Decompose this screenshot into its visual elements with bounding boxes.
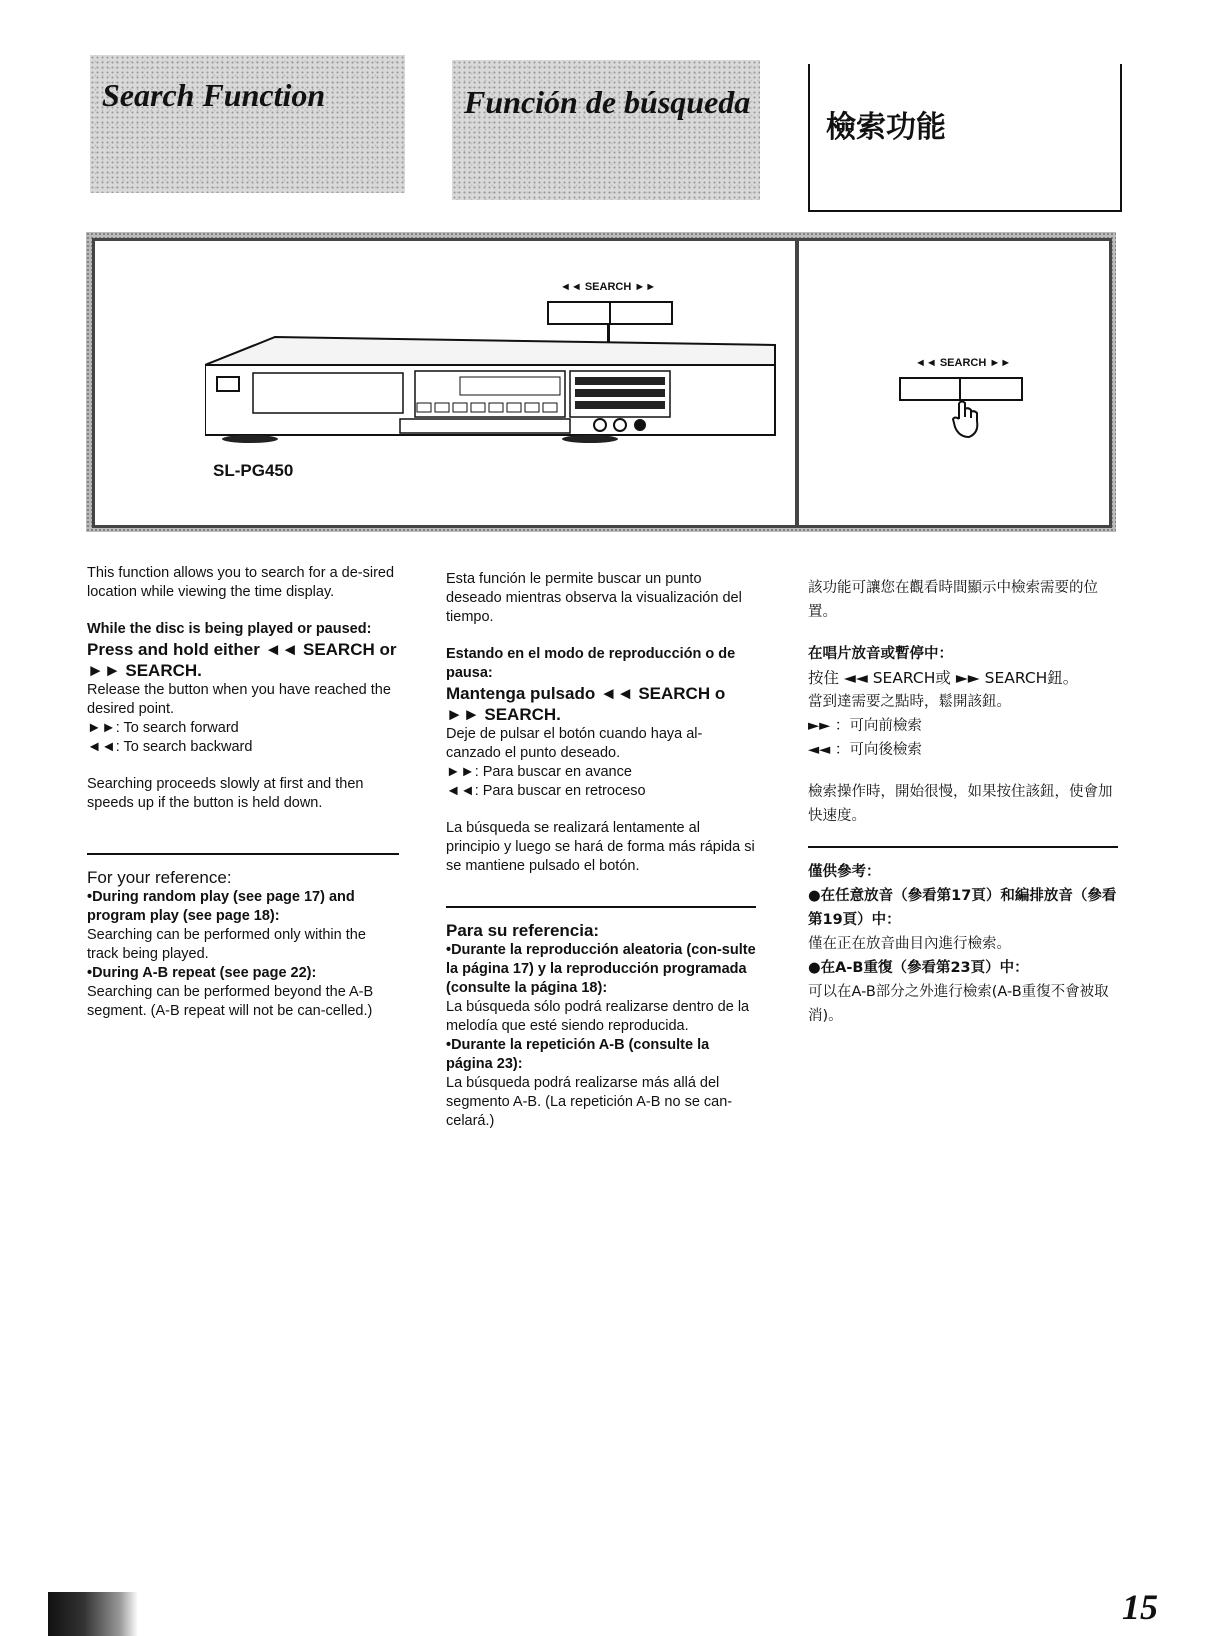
zh-speed: 檢索操作時，開始很慢，如果按住該鈕，使會加快速度。 [808,784,1113,824]
hand-press-icon [949,399,989,441]
en-condition: While the disc is being played or paused: [87,621,372,637]
search-label-main: ◄◄ SEARCH ►► [560,281,657,293]
zh-condition: 在唱片放音或暫停中： [808,646,953,662]
en-speed: Searching proceeds slowly at first and then speeds up if the button is held down. [87,776,364,811]
title-en: Search Function [102,77,326,113]
zh-forward: ►► ：可向前檢索 [808,718,922,734]
zh-ref2-head: ●在A-B重復（參看第23頁）中： [808,960,1029,976]
column-english [87,564,399,1021]
title-zh: 檢索功能 [826,110,946,145]
en-intro: This function allows you to search for a de-sired location while viewing the time display. [87,565,395,600]
zh-backward: ◄◄ ：可向後檢索 [808,742,922,758]
zh-ref1-head: ●在任意放音（參看第17頁）和編排放音（參看第19頁）中： [808,888,1117,928]
es-ref1-body: La búsqueda sólo podrá realizarse dentro de la melodía que esté siendo reproducida. [446,999,750,1034]
es-release: Deje de pulsar el botón cuando haya al-canzado el punto deseado. [446,726,703,761]
en-backward: ◄◄: To search backward [87,739,253,755]
zh-ref1-body: 僅在正在放音曲目內進行檢索。 [808,936,1011,952]
column-spanish [446,570,756,1131]
header-en-block [90,55,405,193]
title-es: Función de búsqueda [464,84,751,120]
es-ref-title: Para su referencia: [446,921,600,940]
en-ref-title: For your reference: [87,868,232,887]
zh-divider [808,846,1118,848]
es-speed: La búsqueda se realizará lentamente al principio y luego se hará de forma más rápida si se mantiene pulsado el botón. [446,820,755,874]
es-condition: Estando en el modo de reproducción o de pausa: [446,646,736,681]
es-forward: ►►: Para buscar en avance [446,764,632,780]
zh-intro: 該功能可讓您在觀看時間顯示中檢索需要的位置。 [808,580,1098,620]
scan-corner-mark [48,1592,138,1636]
search-button-detail [899,377,1023,401]
cd-player-illustration [205,325,780,475]
column-chinese [808,576,1118,1028]
es-intro: Esta función le permite buscar un punto deseado mientras observa la visualización del tiempo. [446,571,742,625]
en-ref1-body: Searching can be performed only within the track being played. [87,927,366,962]
es-backward: ◄◄: Para buscar en retroceso [446,783,646,799]
zh-instruction: 按住 ◄◄ SEARCH或 ►► SEARCH鈕。 [808,669,1079,687]
figure-detail-frame [796,238,1112,528]
zh-ref-title: 僅供參考： [808,864,881,880]
es-instruction: Mantenga pulsado ◄◄ SEARCH o ►► SEARCH. [446,684,726,724]
en-ref2-head: •During A-B repeat (see page 22): [87,965,317,981]
header-zh-block [808,64,1122,212]
en-release: Release the button when you have reached the desired point. [87,682,391,717]
es-ref2-body: La búsqueda podrá realizarse más allá del segmento A-B. (La repetición A-B no se can-celará.) [446,1075,733,1129]
es-divider [446,906,756,908]
es-ref1-head: •Durante la reproducción aleatoria (con-sulte la página 17) y la reproducción programada (consulte la página 18): [446,942,756,996]
search-button-pair [547,301,673,325]
es-ref2-head: •Durante la repetición A-B (consulte la página 23): [446,1037,710,1072]
en-ref2-body: Searching can be performed beyond the A-B segment. (A-B repeat will not be can-celled.) [87,984,374,1019]
model-label: SL-PG450 [213,461,294,480]
en-ref1-head: •During random play (see page 17) and program play (see page 18): [87,889,355,924]
en-divider [87,853,399,855]
zh-release: 當到達需要之點時，鬆開該鈕。 [808,694,1011,710]
zh-ref2-body: 可以在A-B部分之外進行檢索(A-B重復不會被取消)。 [808,984,1109,1024]
header-es-block [452,60,760,200]
en-instruction: Press and hold either ◄◄ SEARCH or ►► SEARCH. [87,640,397,680]
search-label-detail: ◄◄ SEARCH ►► [915,357,1012,369]
figure-main-frame [92,238,798,528]
page-number: 15 [1122,1587,1158,1627]
en-forward: ►►: To search forward [87,720,239,736]
